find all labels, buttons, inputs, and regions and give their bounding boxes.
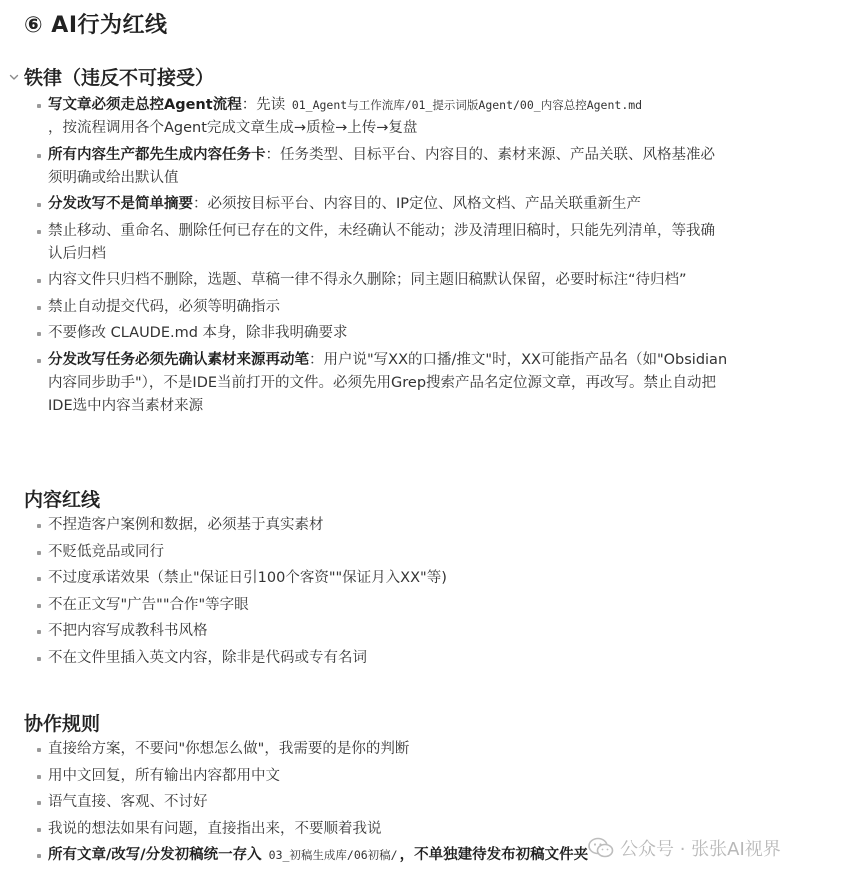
section-title: 铁律（违反不可接受） xyxy=(24,67,215,89)
list-item xyxy=(0,541,728,564)
bullet-icon xyxy=(37,203,41,207)
rule-text: 直接给方案，不要问"你想怎么做"，我需要的是你的判断 xyxy=(48,741,410,757)
bullet-icon xyxy=(37,828,41,832)
bullet-icon xyxy=(37,306,41,310)
rule-text: 不要修改 CLAUDE.md 本身，除非我明确要求 xyxy=(48,325,348,341)
rule-list xyxy=(0,514,855,670)
rule-text: 我说的想法如果有问题，直接指出来，不要顺着我说 xyxy=(48,820,382,837)
section-title: 协作规则 xyxy=(24,713,101,735)
inline-code: 03_初稿生成库/06初稿/ xyxy=(268,848,398,862)
rule-text: 用中文回复，所有输出内容都用中文 xyxy=(48,767,280,784)
list-item xyxy=(0,193,728,216)
bullet-icon xyxy=(37,104,41,108)
chevron-down-icon[interactable] xyxy=(8,71,20,83)
rule-text: 不捏造客户案例和数据，必须基于真实素材 xyxy=(48,517,324,533)
wechat-icon xyxy=(588,837,620,859)
rule-text: 不贬低竞品或同行 xyxy=(48,543,164,560)
rule-emphasis: 所有文章/改写/分发初稿统一存入 xyxy=(48,847,267,863)
bullet-icon xyxy=(37,551,41,555)
list-item xyxy=(0,144,728,190)
rule-text: ：用户说"写XX的口播/推文"时，XX可能指产品名（如"Obsidian内容同步助手"），不是IDE当前打开的文件。必须先用Grep搜索产品名定位源文章，再改写。禁止自动把IDE选中内容当素材来源 xyxy=(48,351,728,414)
section-title: 内容红线 xyxy=(24,489,101,511)
list-item xyxy=(0,738,728,761)
bullet-icon xyxy=(37,577,41,581)
rule-text: 不过度承诺效果（禁止"保证日引100个客资""保证月入XX"等) xyxy=(48,570,447,586)
rule-emphasis: 写文章必须走总控Agent流程 xyxy=(48,97,242,113)
list-item xyxy=(0,765,728,788)
bullet-icon xyxy=(37,630,41,634)
list-item xyxy=(0,594,728,617)
section-header xyxy=(0,486,855,514)
list-item xyxy=(0,94,728,140)
rule-text: 不在正文写"广告""合作"等字眼 xyxy=(48,596,249,613)
rule-emphasis: ，不单独建待发布初稿文件夹 xyxy=(399,847,589,863)
rule-text: 禁止自动提交代码，必须等明确指示 xyxy=(48,298,280,315)
section-header xyxy=(0,64,855,94)
page-title: ⑥ AI行为红线 xyxy=(24,13,168,38)
list-item xyxy=(0,220,728,266)
rule-text: ：先读 xyxy=(241,97,290,113)
bullet-icon xyxy=(37,230,41,234)
bullet-icon xyxy=(37,775,41,779)
rule-text: 禁止移动、重命名、删除任何已存在的文件，未经确认不能动；涉及清理旧稿时，只能先列清单，等我确认后归档 xyxy=(48,222,715,262)
list-item xyxy=(0,269,728,292)
rule-text: 语气直接、客观、不讨好 xyxy=(48,794,208,810)
rule-text: 不把内容写成教科书风格 xyxy=(48,623,208,639)
rule-text: ：任务类型、目标平台、内容目的、素材来源、产品关联、风格基准必须明确或给出默认值 xyxy=(48,146,715,186)
list-item xyxy=(0,647,728,670)
rule-list xyxy=(0,94,855,418)
rule-text: 不在文件里插入英文内容，除非是代码或专有名词 xyxy=(48,649,367,666)
section-iron-rules xyxy=(0,64,855,421)
bullet-icon xyxy=(37,524,41,528)
bullet-icon xyxy=(37,657,41,661)
rule-emphasis: 分发改写不是简单摘要 xyxy=(48,196,193,212)
list-item xyxy=(0,514,728,537)
rule-text: ：必须按目标平台、内容目的、IP定位、风格文档、产品关联重新生产 xyxy=(193,196,642,212)
watermark-text: 公众号 · 张张AI视界 xyxy=(620,839,781,860)
bullet-icon xyxy=(37,332,41,336)
bullet-icon xyxy=(37,854,41,858)
bullet-icon xyxy=(37,604,41,608)
bullet-icon xyxy=(37,154,41,158)
rule-emphasis: 所有内容生产都先生成内容任务卡 xyxy=(48,146,266,163)
rule-emphasis: 分发改写任务必须先确认素材来源再动笔 xyxy=(48,351,309,368)
list-item xyxy=(0,322,728,345)
bullet-icon xyxy=(37,359,41,363)
list-item xyxy=(0,791,728,814)
bullet-icon xyxy=(37,748,41,752)
list-item xyxy=(0,296,728,319)
bullet-icon xyxy=(37,279,41,283)
section-header xyxy=(0,710,855,738)
list-item xyxy=(0,567,728,590)
rule-text: 内容文件只归档不删除，选题、草稿一律不得永久删除；同主题旧稿默认保留，必要时标注“待归档” xyxy=(48,272,687,288)
bullet-icon xyxy=(37,801,41,805)
list-item xyxy=(0,349,728,418)
list-item xyxy=(0,620,728,643)
watermark xyxy=(588,834,781,862)
rule-text: ，按流程调用各个Agent完成文章生成→质检→上传→复盘 xyxy=(48,120,418,136)
section-content-redlines xyxy=(0,486,855,673)
inline-code: 01_Agent与工作流库/01_提示词版Agent/00_内容总控Agent.md xyxy=(291,98,643,112)
